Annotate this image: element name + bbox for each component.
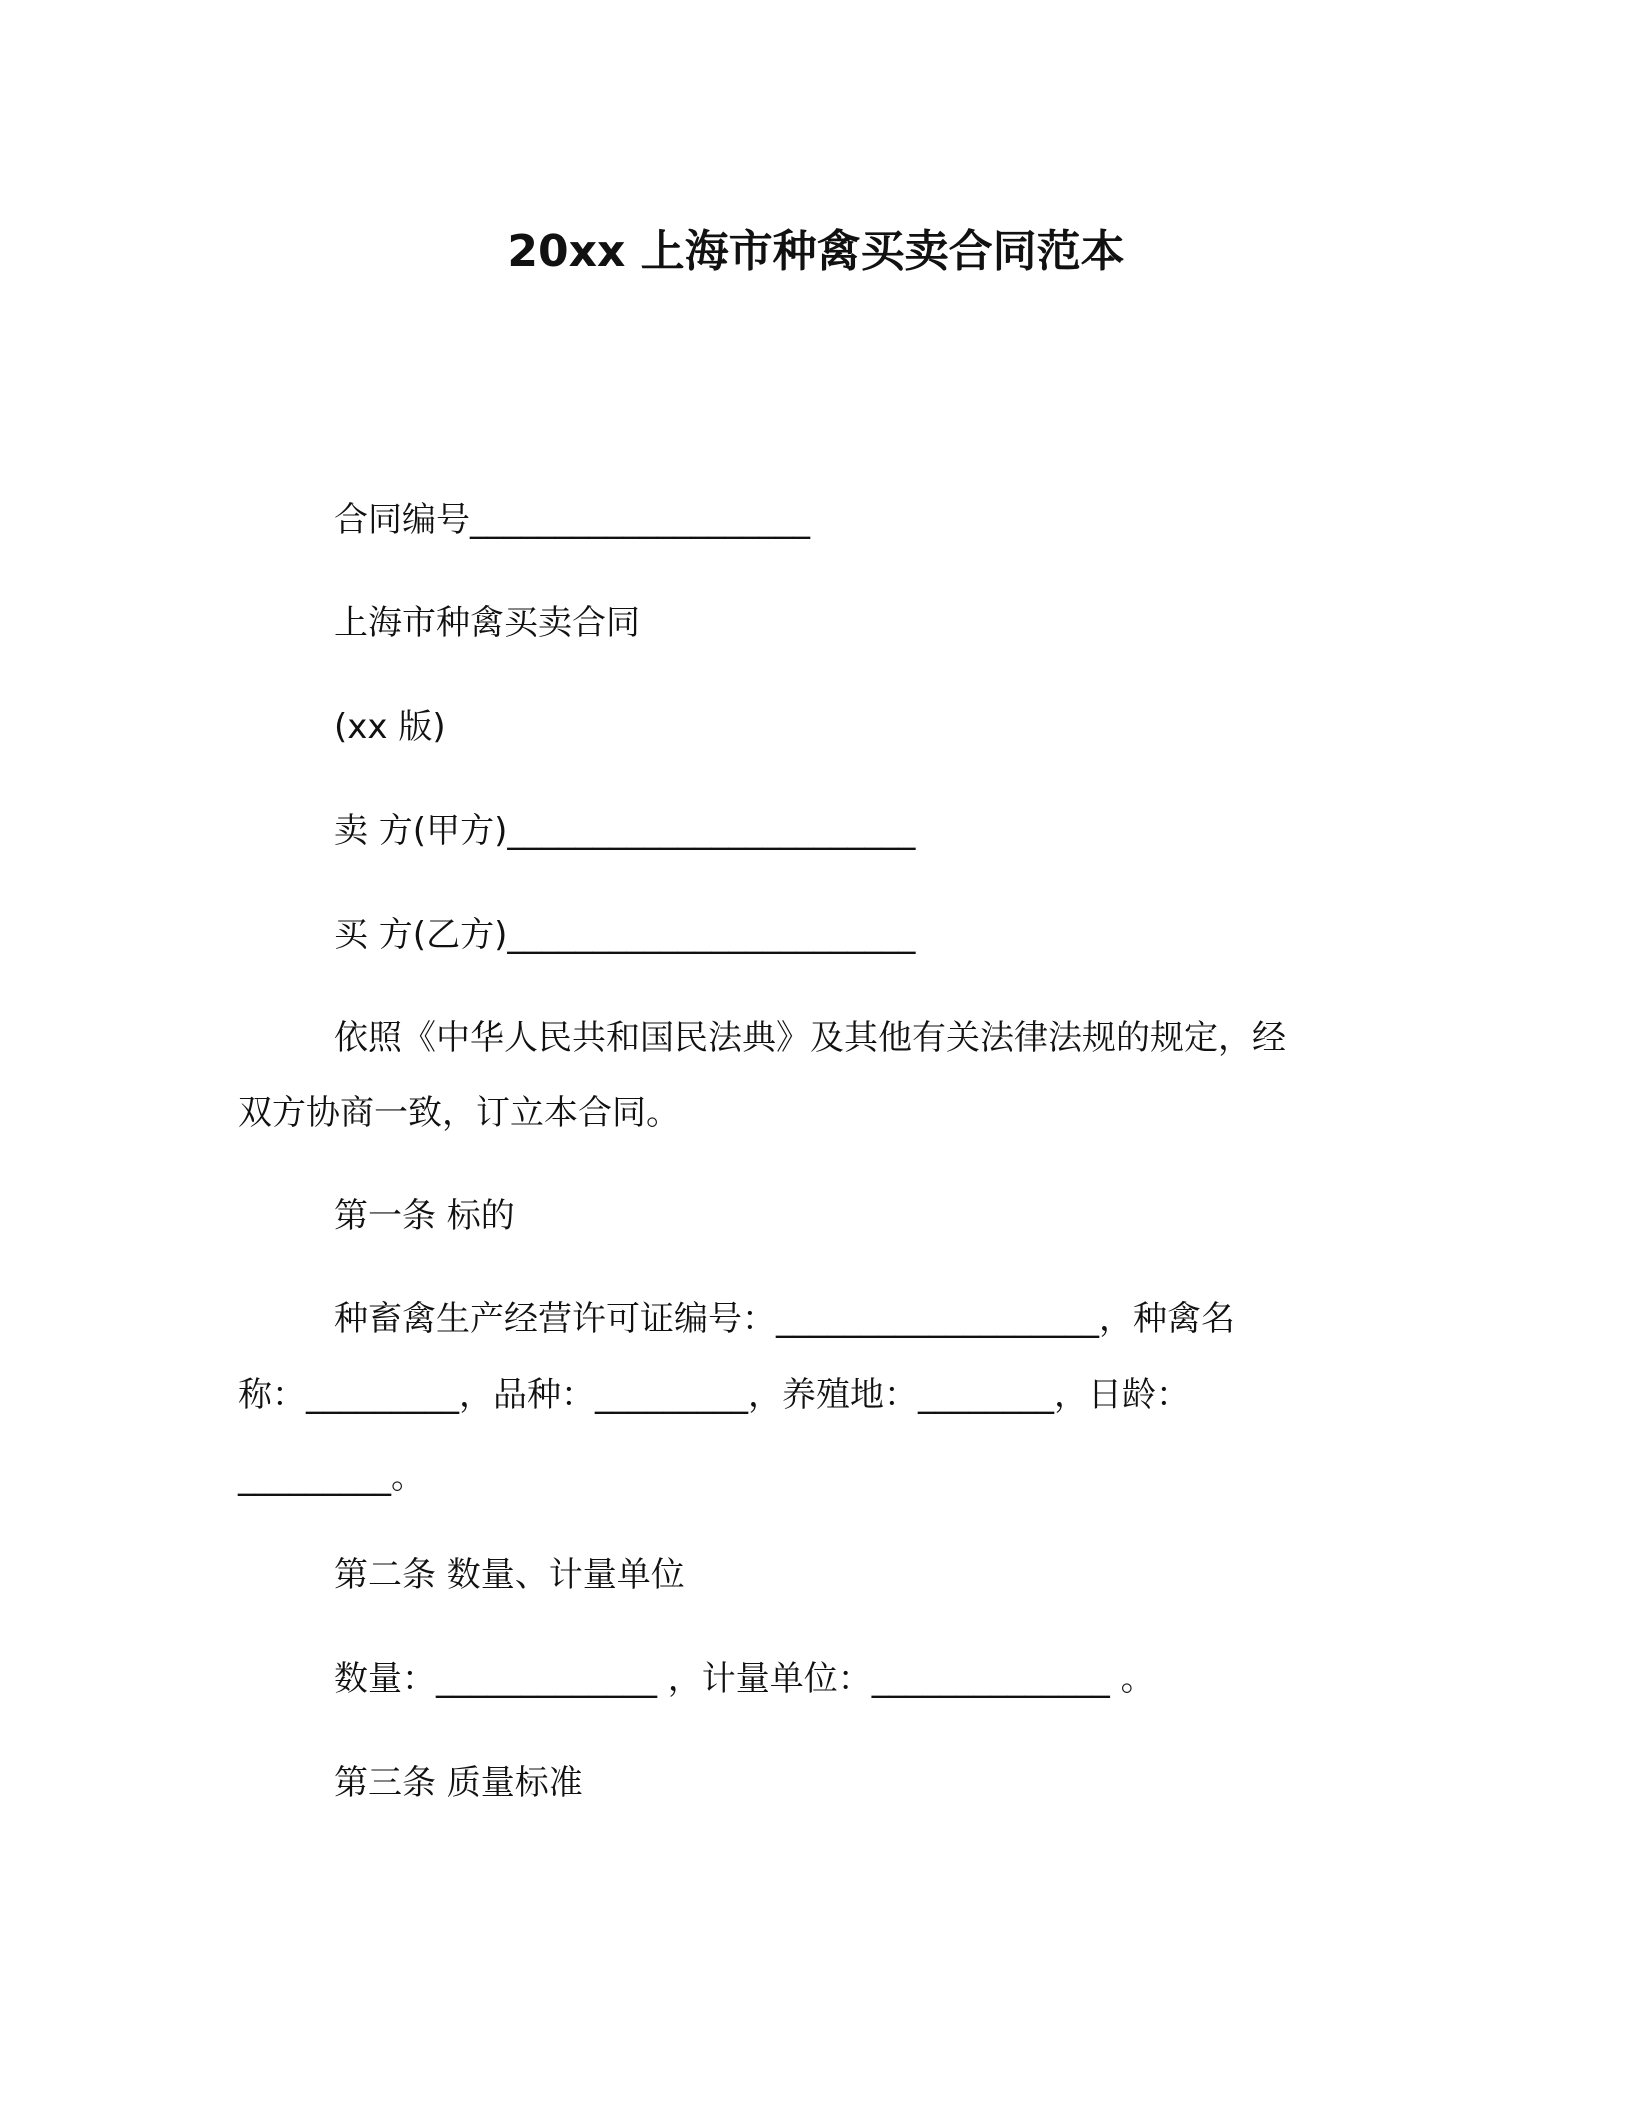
article-2-line-1: 数量：_____________ ，计量单位：______________ 。 bbox=[334, 1659, 1155, 1699]
buyer-line: 买 方(乙方)________________________ bbox=[334, 915, 916, 955]
article-1-line-1: 种畜禽生产经营许可证编号：___________________，种禽名 bbox=[334, 1299, 1235, 1339]
article-3-heading: 第三条 质量标准 bbox=[334, 1763, 583, 1803]
contract-name: 上海市种禽买卖合同 bbox=[334, 603, 640, 643]
article-1-heading: 第一条 标的 bbox=[334, 1196, 515, 1236]
article-1-line-2: 称：_________，品种：_________，养殖地：________，日龄： bbox=[238, 1375, 1190, 1415]
contract-number-line: 合同编号____________________ bbox=[334, 500, 810, 540]
contract-version: (xx 版) bbox=[334, 707, 446, 747]
document-title: 20xx 上海市种禽买卖合同范本 bbox=[507, 226, 1125, 277]
article-2-heading: 第二条 数量、计量单位 bbox=[334, 1555, 685, 1595]
article-1-line-3: _________。 bbox=[238, 1457, 425, 1497]
preamble-line-1: 依照《中华人民共和国民法典》及其他有关法律法规的规定，经 bbox=[334, 1018, 1286, 1058]
preamble-line-2: 双方协商一致，订立本合同。 bbox=[238, 1093, 680, 1133]
seller-line: 卖 方(甲方)________________________ bbox=[334, 811, 916, 851]
